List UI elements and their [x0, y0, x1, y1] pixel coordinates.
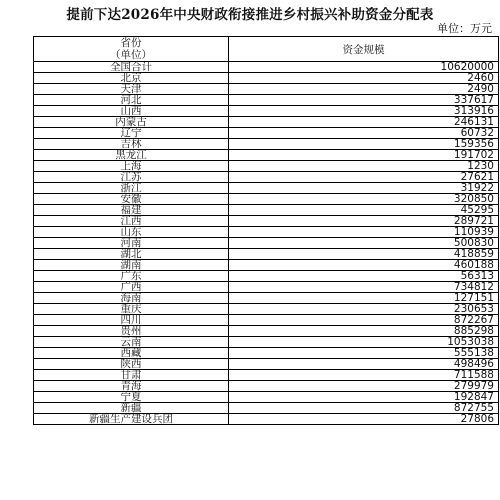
document-title: 提前下达2026年中央财政衔接推进乡村振兴补助资金分配表	[66, 7, 434, 23]
table-row	[34, 359, 499, 370]
amount-cell: 27621	[229, 172, 499, 183]
table-row	[34, 62, 499, 73]
province-cell: 甘肃	[34, 370, 229, 381]
table-row	[34, 370, 499, 381]
amount-cell: 872755	[229, 403, 499, 414]
table-row	[34, 392, 499, 403]
table-row	[34, 293, 499, 304]
amount-cell: 56313	[229, 271, 499, 282]
amount-cell: 2460	[229, 73, 499, 84]
table-row	[34, 315, 499, 326]
table-row	[34, 304, 499, 315]
amount-cell: 31922	[229, 183, 499, 194]
province-cell: 天津	[34, 84, 229, 95]
amount-cell: 127151	[229, 293, 499, 304]
table-row	[34, 227, 499, 238]
province-cell: 重庆	[34, 304, 229, 315]
province-cell: 河北	[34, 95, 229, 106]
province-cell: 上海	[34, 161, 229, 172]
table-row	[34, 150, 499, 161]
province-cell: 内蒙古	[34, 117, 229, 128]
unit-note: 单位：万元	[437, 22, 492, 35]
province-cell: 安徽	[34, 194, 229, 205]
amount-cell: 337617	[229, 95, 499, 106]
table-body	[34, 62, 499, 425]
province-cell: 西藏	[34, 348, 229, 359]
province-cell: 新疆生产建设兵团	[34, 414, 229, 425]
table-row	[34, 403, 499, 414]
amount-cell: 279979	[229, 381, 499, 392]
province-cell: 海南	[34, 293, 229, 304]
amount-cell: 498496	[229, 359, 499, 370]
amount-cell: 418859	[229, 249, 499, 260]
amount-cell: 500830	[229, 238, 499, 249]
table-row	[34, 381, 499, 392]
header-province	[34, 37, 229, 62]
province-cell: 青海	[34, 381, 229, 392]
amount-cell: 872267	[229, 315, 499, 326]
table-row	[34, 249, 499, 260]
province-cell: 河南	[34, 238, 229, 249]
province-cell: 浙江	[34, 183, 229, 194]
province-cell: 黑龙江	[34, 150, 229, 161]
amount-cell: 192847	[229, 392, 499, 403]
table-row	[34, 194, 499, 205]
province-cell: 江西	[34, 216, 229, 227]
table-header-row	[34, 37, 499, 62]
province-cell: 辽宁	[34, 128, 229, 139]
table-row	[34, 183, 499, 194]
province-cell: 山西	[34, 106, 229, 117]
table-row	[34, 271, 499, 282]
province-cell: 贵州	[34, 326, 229, 337]
province-cell: 陕西	[34, 359, 229, 370]
amount-cell: 2490	[229, 84, 499, 95]
amount-cell: 110939	[229, 227, 499, 238]
amount-cell: 191702	[229, 150, 499, 161]
province-cell: 宁夏	[34, 392, 229, 403]
province-cell: 全国合计	[34, 62, 229, 73]
province-cell: 新疆	[34, 403, 229, 414]
table-row	[34, 84, 499, 95]
amount-cell: 246131	[229, 117, 499, 128]
province-cell: 四川	[34, 315, 229, 326]
amount-cell: 27806	[229, 414, 499, 425]
province-cell: 广东	[34, 271, 229, 282]
table-row	[34, 73, 499, 84]
province-cell: 山东	[34, 227, 229, 238]
province-cell: 江苏	[34, 172, 229, 183]
table-row	[34, 95, 499, 106]
table-row	[34, 161, 499, 172]
amount-cell: 159356	[229, 139, 499, 150]
table-row	[34, 216, 499, 227]
table-row	[34, 106, 499, 117]
table-row	[34, 117, 499, 128]
amount-cell: 885298	[229, 326, 499, 337]
province-cell: 福建	[34, 205, 229, 216]
table-row	[34, 348, 499, 359]
header-amount: 资金规模	[229, 37, 499, 62]
amount-cell: 60732	[229, 128, 499, 139]
province-cell: 云南	[34, 337, 229, 348]
amount-cell: 1230	[229, 161, 499, 172]
table-row	[34, 260, 499, 271]
amount-cell: 734812	[229, 282, 499, 293]
amount-cell: 10620000	[229, 62, 499, 73]
table-row	[34, 238, 499, 249]
table-row	[34, 337, 499, 348]
province-cell: 湖北	[34, 249, 229, 260]
amount-cell: 45295	[229, 205, 499, 216]
table-row	[34, 282, 499, 293]
amount-cell: 313916	[229, 106, 499, 117]
province-cell: 北京	[34, 73, 229, 84]
allocation-table	[33, 36, 499, 425]
header-province-line1: 省份	[120, 37, 142, 49]
table-row	[34, 128, 499, 139]
amount-cell: 289721	[229, 216, 499, 227]
province-cell: 吉林	[34, 139, 229, 150]
amount-cell: 230653	[229, 304, 499, 315]
amount-cell: 320850	[229, 194, 499, 205]
table-row	[34, 172, 499, 183]
province-cell: 广西	[34, 282, 229, 293]
amount-cell: 460188	[229, 260, 499, 271]
province-cell: 湖南	[34, 260, 229, 271]
amount-cell: 555138	[229, 348, 499, 359]
table-row	[34, 414, 499, 425]
table-row	[34, 139, 499, 150]
amount-cell: 711588	[229, 370, 499, 381]
amount-cell: 1053038	[229, 337, 499, 348]
table-row	[34, 326, 499, 337]
header-province-line2: （单位）	[110, 49, 152, 61]
table-row	[34, 205, 499, 216]
